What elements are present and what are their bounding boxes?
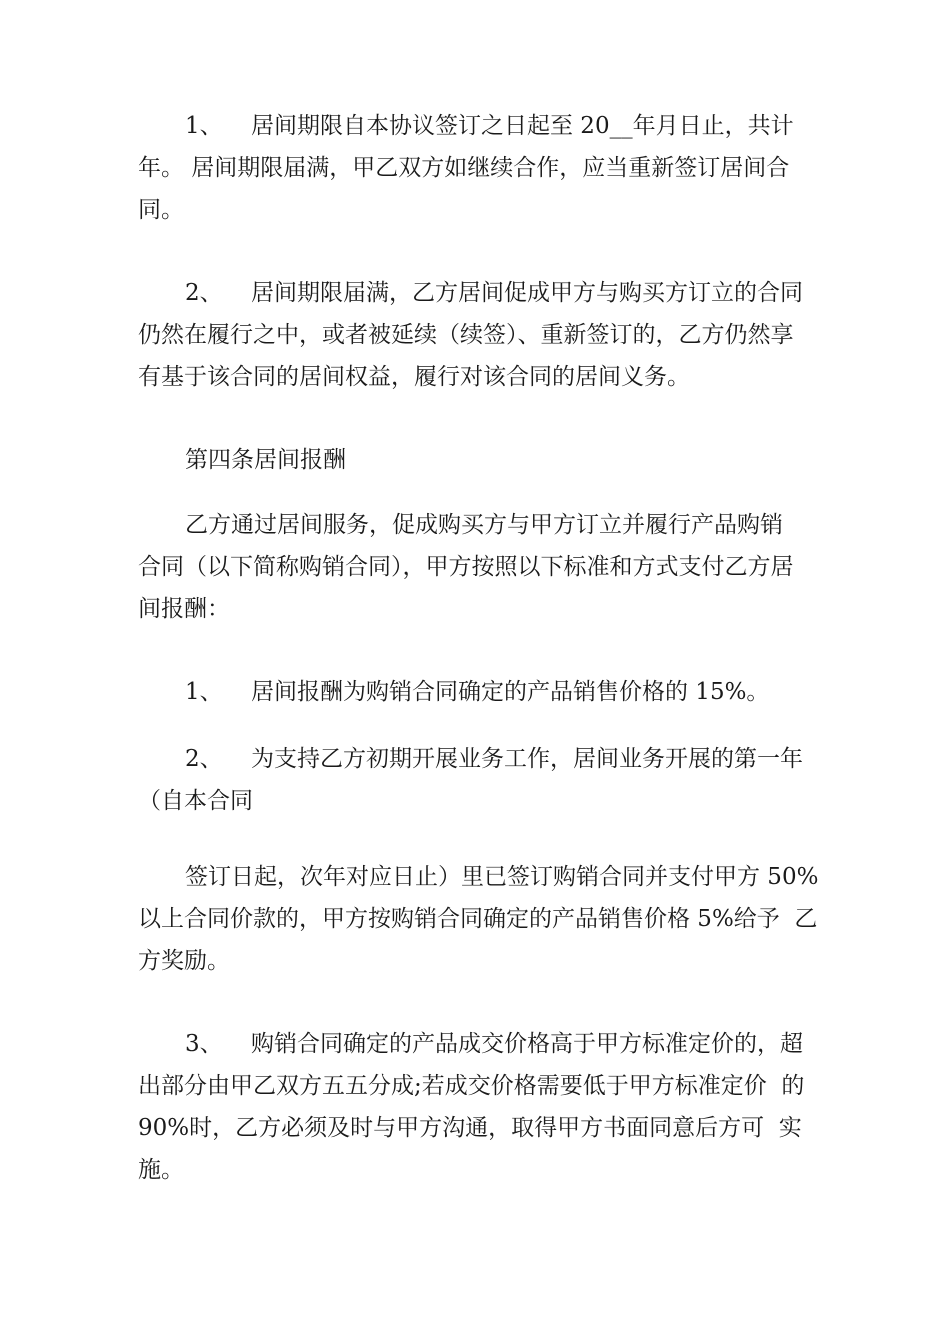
- clause-number: 2、: [185, 280, 223, 306]
- clause-paragraph: [138, 105, 828, 231]
- text-line: 仍然在履行之中，或者被延续（续签）、重新签订的，乙方仍然享: [138, 322, 794, 348]
- text-line: 以上合同价款的，甲方按购销合同确定的产品销售价格 5%给予 乙: [138, 906, 818, 932]
- text-line: 方奖励。: [138, 948, 230, 974]
- body-paragraph: [138, 856, 828, 982]
- text-line: 同。: [138, 197, 184, 223]
- body-paragraph: [138, 504, 828, 630]
- text-line: 乙方通过居间服务，促成购买方与甲方订立并履行产品购销: [185, 512, 783, 538]
- clause-number: 1、: [185, 679, 223, 705]
- text-line: 间报酬：: [138, 596, 230, 622]
- clause-paragraph: [138, 738, 828, 822]
- text-line: [138, 738, 828, 780]
- clause-number: 1、: [185, 113, 223, 139]
- text-line: 施。: [138, 1157, 184, 1183]
- text-line-content: 为支持乙方初期开展业务工作，居间业务开展的第一年: [251, 746, 803, 772]
- text-line: [138, 1023, 828, 1065]
- text-line-content: 居间期限自本协议签订之日起至 20__年月日止，共计: [251, 113, 794, 139]
- clause-paragraph: [138, 272, 828, 398]
- text-line: 年。 居间期限届满，甲乙双方如继续合作，应当重新签订居间合: [138, 155, 790, 181]
- section-heading: [138, 439, 828, 481]
- clause-number: 2、: [185, 746, 223, 772]
- text-line-content: 购销合同确定的产品成交价格高于甲方标准定价的，超: [251, 1031, 803, 1057]
- text-line: 出部分由甲乙双方五五分成;若成交价格需要低于甲方标准定价 的: [138, 1073, 805, 1099]
- text-line-content: 居间报酬为购销合同确定的产品销售价格的 15%。: [251, 679, 770, 705]
- text-line: 第四条居间报酬: [185, 447, 346, 473]
- clause-number: 3、: [185, 1031, 223, 1057]
- text-line: 合同（以下简称购销合同），甲方按照以下标准和方式支付乙方居: [138, 554, 794, 580]
- text-line: （自本合同: [138, 788, 253, 814]
- text-line: 有基于该合同的居间权益，履行对该合同的居间义务。: [138, 364, 690, 390]
- text-line: 90%时，乙方必须及时与甲方沟通，取得甲方书面同意后方可 实: [138, 1115, 802, 1141]
- text-line-content: 居间期限届满，乙方居间促成甲方与购买方订立的合同: [251, 280, 803, 306]
- text-line: 签订日起，次年对应日止）里已签订购销合同并支付甲方 50%: [185, 864, 819, 890]
- text-line: [138, 671, 828, 713]
- clause-paragraph: [138, 1023, 828, 1191]
- text-line: [138, 105, 828, 147]
- clause-paragraph: [138, 671, 828, 713]
- text-line: [138, 272, 828, 314]
